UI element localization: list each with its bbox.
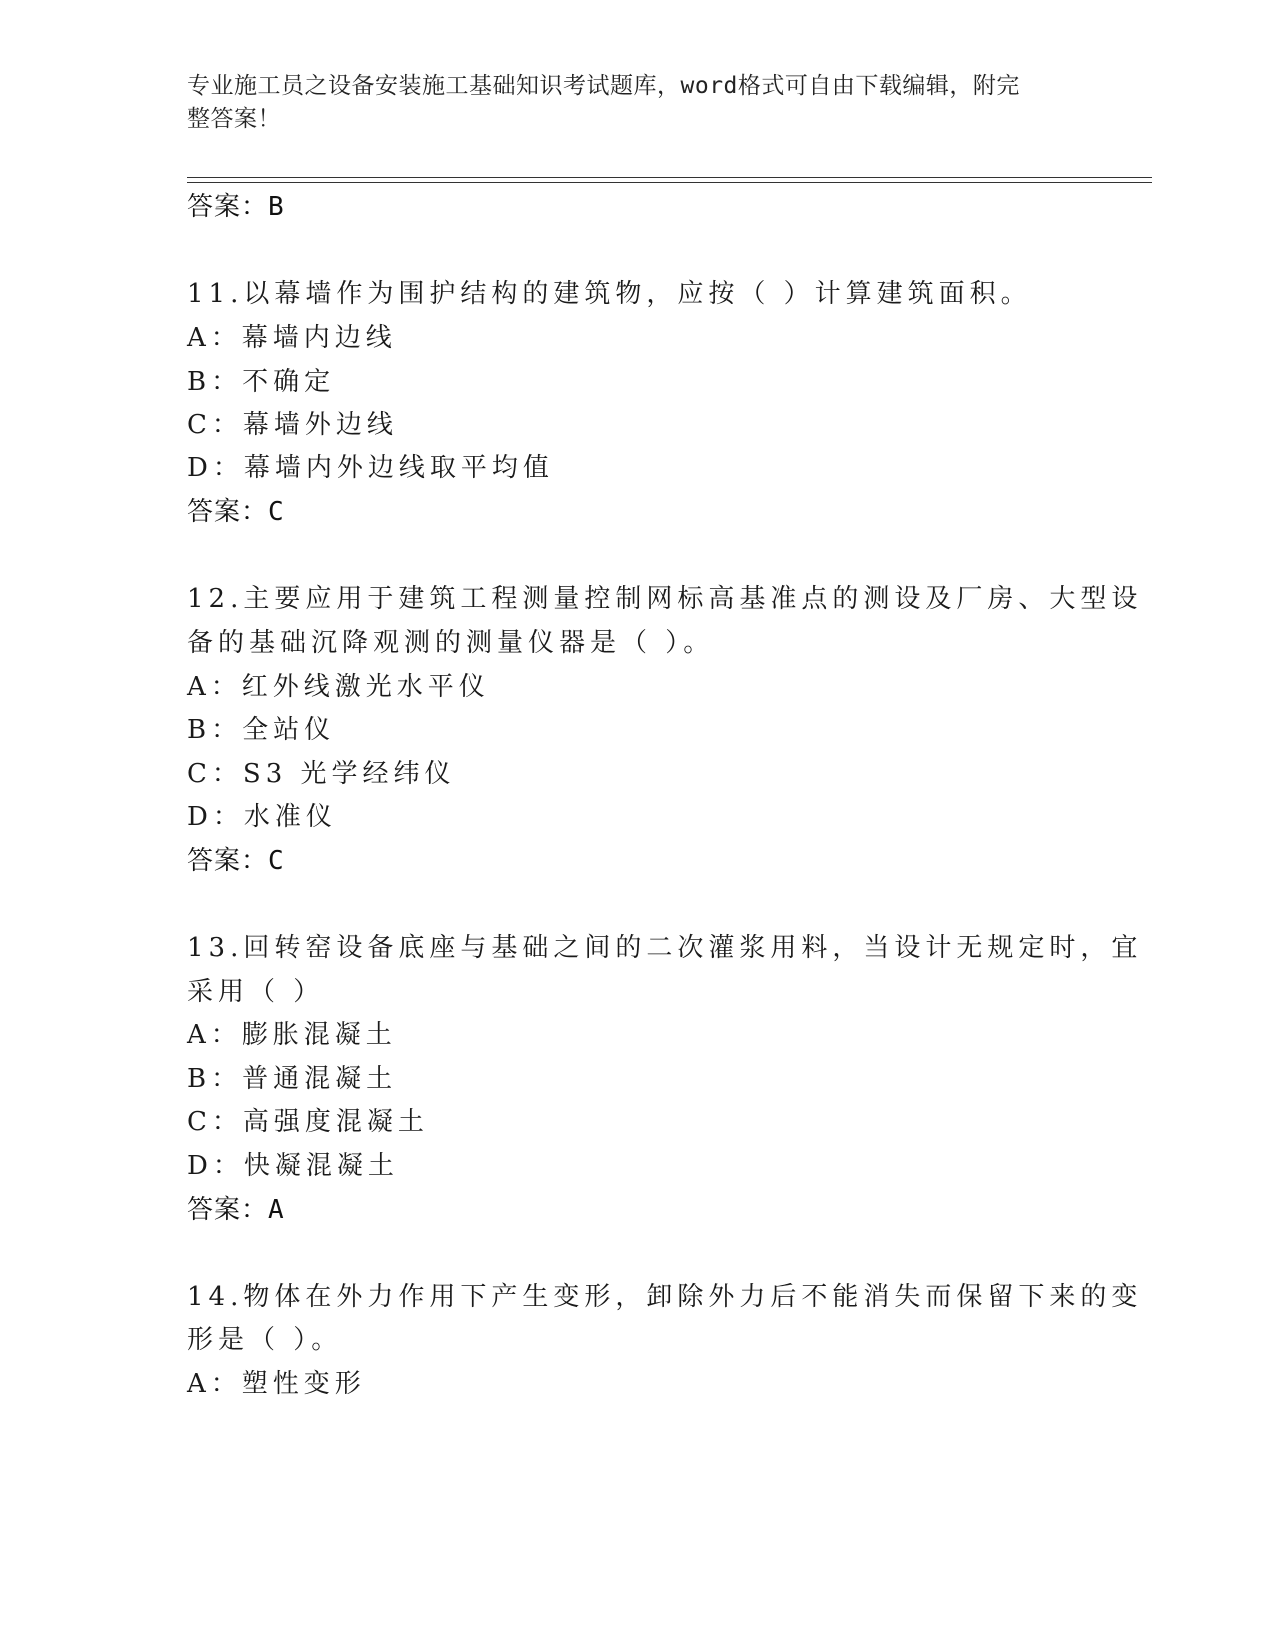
answer-line (187, 186, 285, 223)
question-14-stem-line-1: 14.物体在外力作用下产生变形，卸除外力后不能消失而保留下来的变 (187, 1282, 1143, 1312)
header-divider-bottom (187, 182, 1152, 183)
question-12-stem-line-1: 12.主要应用于建筑工程测量控制网标高基准点的测设及厂房、大型设 (187, 584, 1143, 614)
question-12-answer (187, 840, 285, 877)
question-14-option-a: A：塑性变形 (187, 1369, 366, 1399)
question-13-stem-line-2: 采用（ ） (187, 977, 325, 1007)
answer-value: C (268, 846, 285, 876)
answer-label: 答案： (187, 192, 269, 222)
answer-label: 答案： (187, 846, 269, 876)
question-13-option-a: A：膨胀混凝土 (187, 1020, 397, 1050)
answer-label: 答案： (187, 1195, 269, 1225)
answer-value: A (268, 1195, 285, 1225)
answer-value: B (268, 192, 285, 222)
question-11-answer (187, 491, 285, 528)
question-13-stem-line-1: 13.回转窑设备底座与基础之间的二次灌浆用料，当设计无规定时，宜 (187, 933, 1143, 963)
header-line-1: 专业施工员之设备安装施工基础知识考试题库，word格式可自由下载编辑，附完 (187, 73, 1020, 99)
question-11-option-c: C：幕墙外边线 (187, 410, 398, 440)
question-11-stem: 11.以幕墙作为围护结构的建筑物，应按（ ）计算建筑面积。 (187, 279, 1032, 309)
question-13-option-b: B：普通混凝土 (187, 1064, 398, 1094)
question-12-option-c: C：S3 光学经纬仪 (187, 759, 456, 789)
answer-label: 答案： (187, 497, 269, 527)
header-line-2: 整答案！ (187, 106, 281, 132)
question-11-option-d: D：幕墙内外边线取平均值 (187, 453, 554, 483)
question-11-option-b: B：不确定 (187, 367, 336, 397)
header-divider-top (187, 177, 1152, 178)
question-12-stem-line-2: 备的基础沉降观测的测量仪器是（ ）。 (187, 628, 715, 658)
question-12-option-b: B：全站仪 (187, 715, 336, 745)
question-13-option-d: D：快凝混凝土 (187, 1151, 399, 1181)
question-12-option-d: D：水准仪 (187, 802, 337, 832)
question-13-option-c: C：高强度混凝土 (187, 1107, 429, 1137)
question-14-stem-line-2: 形是（ ）。 (187, 1325, 343, 1355)
answer-value: C (268, 497, 285, 527)
question-12-option-a: A：红外线激光水平仪 (187, 672, 490, 702)
question-11-option-a: A：幕墙内边线 (187, 323, 397, 353)
question-13-answer (187, 1189, 285, 1226)
document-header (187, 70, 1067, 136)
